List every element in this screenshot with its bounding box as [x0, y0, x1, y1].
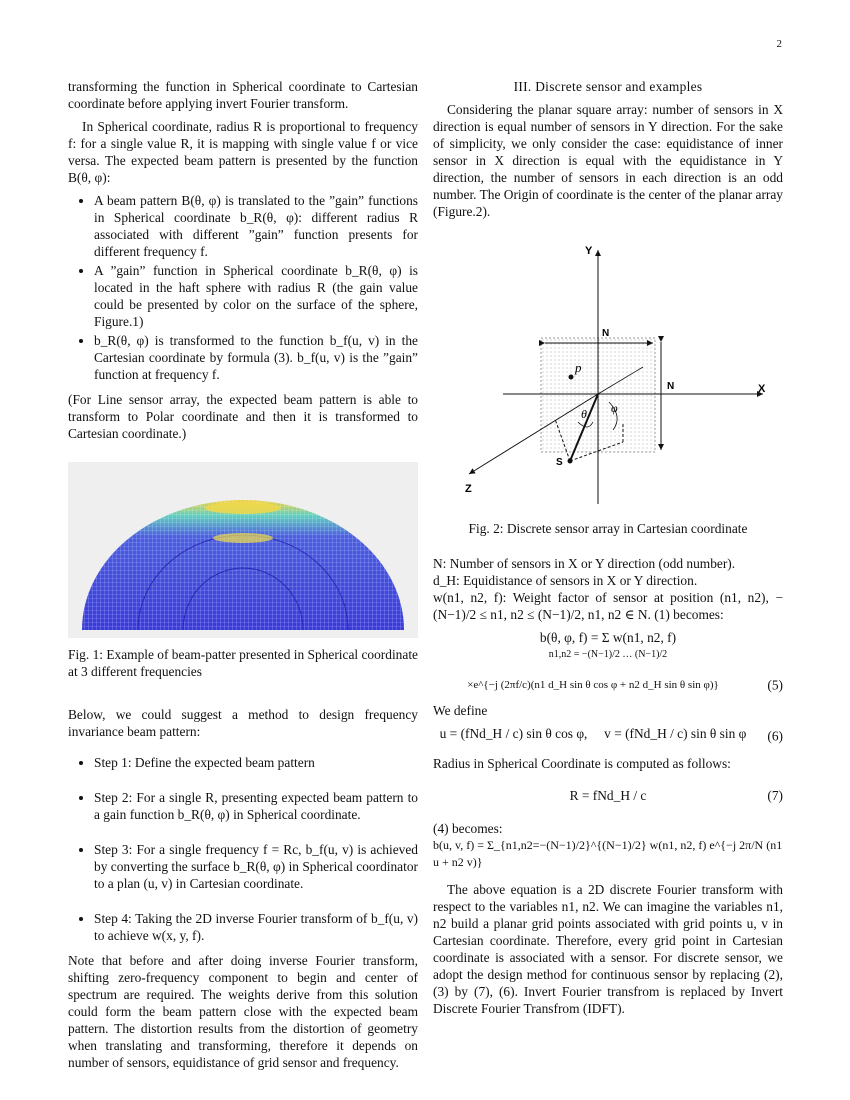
left-paragraph-2: In Spherical coordinate, radius R is proportional to frequency f: for a single value R, it is mapping with single value f or vice versa. The expected beam pattern is presented by the function B(θ, φ): [68, 119, 418, 185]
figure-1-hemispheres [68, 462, 418, 638]
radius-text: Radius in Spherical Coordinate is computed as follows: [433, 756, 731, 771]
figure-2-sensor-array [433, 242, 783, 512]
bullet-item: • b_R(θ, φ) is transformed to the function b_f(u, v) in the Cartesian coordinate by formula (3). b_f(u, v) is the ”gain” function at frequency f. [94, 332, 418, 383]
equation-7-number: (7) [767, 788, 783, 803]
right-paragraph-2: The above equation is a 2D discrete Fourier transform with respect to the variables n1, n2. We can imagine the variables n1, n2 build a planar grid points associated with grid points u, v in Cartesian coordinate. Therefore, every grid point in Cartesian coordinate is associated with a sensor. For discrete sensor, we adopt the design method for continuous sensor by replacing (2), (3) by (7), (6). Invert Fourier transfrom is replaced by Invert Discrete Fourier Transfrom (IDFT). [433, 882, 783, 1016]
right-paragraph-1: Considering the planar square array: number of sensors in X direction is equal number of sensors in Y direction. For the sake of simplicity, we only consider the case: equidistance of inner sensor in X direction is equal with the equidistance in Y direction, the number of sensors in each direction is an odd number. The Origin of coordinate is the center of the planar array (Figure.2). [433, 102, 784, 219]
we-define-text: We define [433, 703, 488, 718]
equation-5-exponent: ×e^{−j (2πf/c)(n1 d_H sin θ cos φ + n2 d_H sin θ sin φ)} [467, 679, 719, 691]
step-item: • Step 3: For a single frequency f = Rc, b_f(u, v) is achieved by converting the surface b_R(θ, φ) in Spherical coordinator to a plan (u, v) in Cartesian coordinate. [94, 841, 418, 892]
right-column [433, 78, 783, 1023]
equation-6-number: (6) [767, 728, 783, 744]
label-theta: θ [581, 407, 587, 421]
label-p: p [575, 360, 582, 375]
left-paragraph-3: (For Line sensor array, the expected beam pattern is able to transform to Polar coordinate and then it is transformed to Cartesian coordinate.) [68, 392, 418, 441]
label-x: X [758, 383, 766, 395]
equation-7 [433, 778, 783, 814]
label-n-side: N [667, 381, 675, 392]
step-item: • Step 2: For a single R, presenting expected beam pattern to a gain function b_R(θ, φ) in Spherical coordinate. [94, 789, 418, 823]
equation-6 [433, 725, 783, 747]
page-number: 2 [776, 38, 782, 50]
equation-5-main: b(θ, φ, f) = Σ w(n1, n2, f) [539, 630, 677, 645]
four-becomes-text: (4) becomes: [433, 821, 503, 836]
figure-2-caption: Fig. 2: Discrete sensor array in Cartesian coordinate [468, 521, 748, 536]
step-item: • Step 4: Taking the 2D inverse Fourier transform of b_f(u, v) to achieve w(x, y, f). [94, 910, 418, 944]
label-y: Y [585, 245, 593, 257]
equation-5-number: (5) [767, 677, 783, 692]
left-paragraph-1: transforming the function in Spherical coordinate to Cartesian coordinate before applying invert Fourier transform. [68, 79, 418, 111]
bullet-list [68, 192, 418, 383]
section-heading: III. Discrete sensor and examples [513, 79, 703, 94]
equation-6-u: u = (fNd_H / c) sin θ cos φ, [439, 726, 588, 741]
label-s: S [556, 457, 563, 468]
point-p [569, 375, 574, 380]
equation-8: b(u, v, f) = Σ_{n1,n2=−(N−1)/2}^{(N−1)/2} w(n1, n2, f) e^{−j 2π/N (n1 u + n2 v)} [433, 838, 783, 869]
definition-n: N: Number of sensors in X or Y direction (odd number). [433, 556, 736, 571]
left-column [68, 78, 418, 1077]
equation-5-sum-limits: n1,n2 = −(N−1)/2 … (N−1)/2 [548, 649, 668, 660]
left-paragraph-4: Below, we could suggest a method to design frequency invariance beam pattern: [68, 707, 418, 739]
label-phi: φ [611, 401, 618, 415]
figure-1-caption: Fig. 1: Example of beam-patter presented in Spherical coordinate at 3 different frequencies [68, 647, 418, 679]
definition-w: w(n1, n2, f): Weight factor of sensor at position (n1, n2), −(N−1)/2 ≤ n1, n2 ≤ (N−1)/2, n1, n2 ∈ N. (1) becomes: [433, 590, 783, 622]
label-n-top: N [602, 328, 610, 339]
equation-5b [433, 675, 783, 694]
equation-6-v: v = (fNd_H / c) sin θ sin φ [604, 726, 747, 741]
sensor-point-s [568, 459, 573, 464]
bullet-item: • A ”gain” function in Spherical coordinate b_R(θ, φ) is located in the haft sphere with radius R (the gain value could be presented by color on the surface of the sphere, Figure.1) [94, 262, 418, 330]
definition-dh: d_H: Equidistance of sensors in X or Y direction. [433, 573, 698, 588]
bullet-item: • A beam pattern B(θ, φ) is translated to the ”gain” functions in Spherical coordinate b_R(θ, φ): different radius R associated with different ”gain” function presents for different frequency f. [94, 192, 418, 260]
equation-5a [433, 629, 783, 669]
left-paragraph-5: Note that before and after doing inverse Fourier transform, shifting zero-frequency component to begin and center of spectrum are required. The weights derive from this solution could form the beam pattern close with the expected beam pattern. The distortion results from the distortion of geometry when translating and transforming, therefore it depends on number of sensors, equidistance of grid sensor and frequency. [68, 953, 418, 1070]
label-z: Z [465, 483, 472, 495]
steps-list [68, 754, 418, 944]
equation-7-main: R = fNd_H / c [569, 788, 647, 803]
step-item: • Step 1: Define the expected beam pattern [94, 754, 418, 771]
